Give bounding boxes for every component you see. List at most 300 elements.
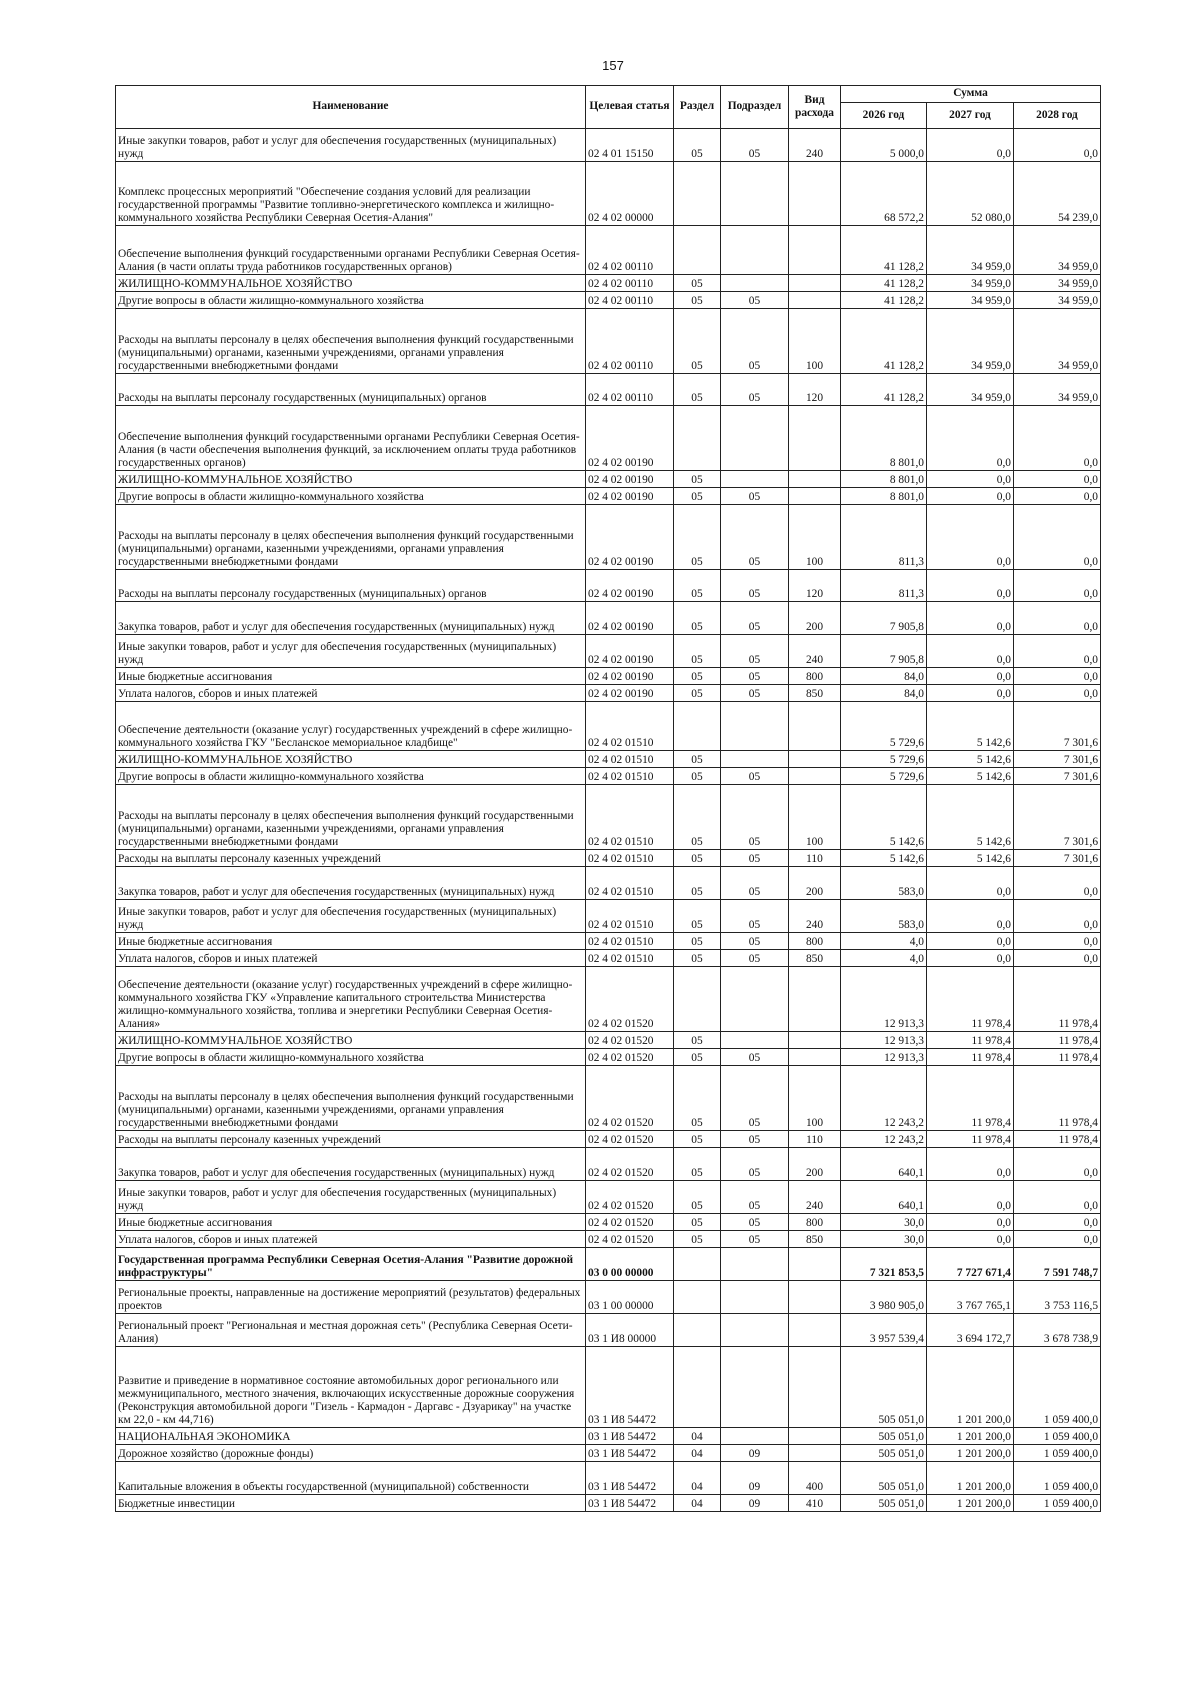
- row-subsection: 05: [721, 668, 789, 685]
- row-sum-2027: 11 978,4: [927, 1032, 1014, 1049]
- table-row: [116, 867, 1101, 900]
- row-expense-type: 120: [789, 570, 841, 602]
- row-subsection: 05: [721, 1148, 789, 1181]
- row-sum-2028: 1 059 400,0: [1014, 1462, 1101, 1495]
- row-sum-2027: 3 767 765,1: [927, 1281, 1014, 1314]
- row-sum-2027: 34 959,0: [927, 226, 1014, 275]
- row-name: Другие вопросы в области жилищно-коммунального хозяйства: [116, 488, 586, 505]
- row-target-article: 02 4 02 01510: [586, 768, 674, 785]
- row-expense-type: 100: [789, 785, 841, 850]
- row-section: [674, 1347, 721, 1428]
- row-sum-2027: 0,0: [927, 950, 1014, 967]
- row-sum-2028: 34 959,0: [1014, 309, 1101, 374]
- row-section: 05: [674, 1214, 721, 1231]
- row-sum-2027: 7 727 671,4: [927, 1248, 1014, 1281]
- row-target-article: 02 4 02 00190: [586, 685, 674, 702]
- table-row: [116, 967, 1101, 1032]
- table-row: [116, 129, 1101, 162]
- row-target-article: 02 4 02 00110: [586, 374, 674, 406]
- row-sum-2028: 11 978,4: [1014, 1131, 1101, 1148]
- table-row: [116, 1314, 1101, 1347]
- row-sum-2026: 583,0: [841, 900, 927, 933]
- row-sum-2027: 5 142,6: [927, 768, 1014, 785]
- row-section: 05: [674, 1049, 721, 1066]
- row-section: 05: [674, 505, 721, 570]
- row-sum-2028: 34 959,0: [1014, 374, 1101, 406]
- table-row: [116, 768, 1101, 785]
- row-sum-2028: 0,0: [1014, 1148, 1101, 1181]
- row-expense-type: 200: [789, 867, 841, 900]
- row-name: Уплата налогов, сборов и иных платежей: [116, 685, 586, 702]
- row-sum-2027: 5 142,6: [927, 850, 1014, 867]
- header-expense-type: Вид расхода: [789, 86, 841, 129]
- row-sum-2026: 5 729,6: [841, 702, 927, 751]
- row-name: Иные бюджетные ассигнования: [116, 933, 586, 950]
- row-sum-2026: 41 128,2: [841, 374, 927, 406]
- row-subsection: [721, 1314, 789, 1347]
- row-subsection: [721, 162, 789, 226]
- row-target-article: 02 4 02 00190: [586, 602, 674, 635]
- row-expense-type: 410: [789, 1495, 841, 1512]
- row-section: 05: [674, 1231, 721, 1248]
- row-sum-2026: 505 051,0: [841, 1347, 927, 1428]
- row-subsection: 05: [721, 1066, 789, 1131]
- row-section: 04: [674, 1495, 721, 1512]
- row-name: Иные закупки товаров, работ и услуг для обеспечения государственных (муниципальных) нужд: [116, 1181, 586, 1214]
- row-section: 05: [674, 602, 721, 635]
- row-section: 05: [674, 1148, 721, 1181]
- row-section: 05: [674, 635, 721, 668]
- row-sum-2028: 11 978,4: [1014, 1049, 1101, 1066]
- row-sum-2028: 1 059 400,0: [1014, 1495, 1101, 1512]
- row-sum-2028: 0,0: [1014, 602, 1101, 635]
- row-expense-type: [789, 1248, 841, 1281]
- table-row: [116, 309, 1101, 374]
- page-number: 157: [602, 58, 624, 73]
- row-sum-2026: 12 913,3: [841, 967, 927, 1032]
- table-row: [116, 488, 1101, 505]
- row-sum-2028: 0,0: [1014, 505, 1101, 570]
- row-name: ЖИЛИЩНО-КОММУНАЛЬНОЕ ХОЗЯЙСТВО: [116, 471, 586, 488]
- row-sum-2026: 84,0: [841, 668, 927, 685]
- row-sum-2027: 1 201 200,0: [927, 1347, 1014, 1428]
- row-section: [674, 1281, 721, 1314]
- header-subsection: Подраздел: [721, 86, 789, 129]
- table-row: [116, 702, 1101, 751]
- table-row: [116, 1347, 1101, 1428]
- row-section: 05: [674, 292, 721, 309]
- row-sum-2028: 0,0: [1014, 685, 1101, 702]
- row-subsection: 05: [721, 933, 789, 950]
- row-subsection: 05: [721, 1181, 789, 1214]
- row-subsection: 05: [721, 1231, 789, 1248]
- table-row: [116, 570, 1101, 602]
- row-expense-type: [789, 292, 841, 309]
- row-section: 04: [674, 1445, 721, 1462]
- row-name: Дорожное хозяйство (дорожные фонды): [116, 1445, 586, 1462]
- row-sum-2027: 1 201 200,0: [927, 1495, 1014, 1512]
- row-target-article: 02 4 02 01520: [586, 1214, 674, 1231]
- row-target-article: 03 1 И8 54472: [586, 1428, 674, 1445]
- row-name: Другие вопросы в области жилищно-коммунального хозяйства: [116, 292, 586, 309]
- row-subsection: 05: [721, 635, 789, 668]
- row-subsection: 05: [721, 850, 789, 867]
- table-row: [116, 602, 1101, 635]
- row-section: 05: [674, 1066, 721, 1131]
- row-subsection: 05: [721, 129, 789, 162]
- row-expense-type: 240: [789, 900, 841, 933]
- row-subsection: [721, 275, 789, 292]
- row-sum-2026: 5 729,6: [841, 768, 927, 785]
- row-target-article: 02 4 02 00110: [586, 309, 674, 374]
- table-row: [116, 226, 1101, 275]
- row-expense-type: [789, 768, 841, 785]
- table-row: [116, 1032, 1101, 1049]
- row-sum-2028: 11 978,4: [1014, 1066, 1101, 1131]
- row-subsection: [721, 1281, 789, 1314]
- row-sum-2026: 30,0: [841, 1214, 927, 1231]
- header-sum: Сумма: [841, 86, 1101, 103]
- header-section: Раздел: [674, 86, 721, 129]
- row-sum-2026: 84,0: [841, 685, 927, 702]
- row-section: 05: [674, 374, 721, 406]
- row-target-article: 02 4 02 00110: [586, 275, 674, 292]
- row-sum-2027: 11 978,4: [927, 967, 1014, 1032]
- row-target-article: 02 4 02 00190: [586, 635, 674, 668]
- row-subsection: 05: [721, 374, 789, 406]
- row-section: 05: [674, 1181, 721, 1214]
- row-sum-2027: 5 142,6: [927, 785, 1014, 850]
- row-name: ЖИЛИЩНО-КОММУНАЛЬНОЕ ХОЗЯЙСТВО: [116, 1032, 586, 1049]
- row-expense-type: 800: [789, 668, 841, 685]
- row-sum-2027: 11 978,4: [927, 1049, 1014, 1066]
- table-row: [116, 505, 1101, 570]
- row-name: Расходы на выплаты персоналу в целях обеспечения выполнения функций государственными (муниципальными) органами, казенными учреждениями, органами управления государственными внебюджетными фондами: [116, 785, 586, 850]
- row-sum-2026: 3 980 905,0: [841, 1281, 927, 1314]
- row-name: Иные закупки товаров, работ и услуг для обеспечения государственных (муниципальных) нужд: [116, 900, 586, 933]
- row-expense-type: 400: [789, 1462, 841, 1495]
- row-sum-2028: 11 978,4: [1014, 967, 1101, 1032]
- row-expense-type: 800: [789, 1214, 841, 1231]
- row-sum-2028: 0,0: [1014, 867, 1101, 900]
- row-expense-type: 100: [789, 505, 841, 570]
- row-sum-2028: 1 059 400,0: [1014, 1428, 1101, 1445]
- row-name: Иные закупки товаров, работ и услуг для обеспечения государственных (муниципальных) нужд: [116, 129, 586, 162]
- row-sum-2026: 12 913,3: [841, 1049, 927, 1066]
- header-target-article: Целевая статья: [586, 86, 674, 129]
- table-row: [116, 1231, 1101, 1248]
- row-section: 05: [674, 950, 721, 967]
- row-name: Расходы на выплаты персоналу казенных учреждений: [116, 850, 586, 867]
- row-section: [674, 1248, 721, 1281]
- row-section: 05: [674, 668, 721, 685]
- row-sum-2028: 1 059 400,0: [1014, 1347, 1101, 1428]
- row-sum-2028: 0,0: [1014, 488, 1101, 505]
- row-sum-2026: 7 321 853,5: [841, 1248, 927, 1281]
- row-expense-type: 200: [789, 602, 841, 635]
- row-name: Закупка товаров, работ и услуг для обеспечения государственных (муниципальных) нужд: [116, 1148, 586, 1181]
- row-target-article: 03 1 И8 54472: [586, 1347, 674, 1428]
- table-row: [116, 1049, 1101, 1066]
- row-name: Расходы на выплаты персоналу в целях обеспечения выполнения функций государственными (муниципальными) органами, казенными учреждениями, органами управления государственными внебюджетными фондами: [116, 505, 586, 570]
- row-sum-2028: 3 678 738,9: [1014, 1314, 1101, 1347]
- row-sum-2027: 11 978,4: [927, 1131, 1014, 1148]
- row-sum-2026: 811,3: [841, 505, 927, 570]
- table-row: [116, 785, 1101, 850]
- row-target-article: 02 4 02 01510: [586, 751, 674, 768]
- row-name: Иные бюджетные ассигнования: [116, 668, 586, 685]
- row-name: Обеспечение выполнения функций государственными органами Республики Северная Осетия-Алания (в части оплаты труда работников государственных органов): [116, 226, 586, 275]
- row-name: ЖИЛИЩНО-КОММУНАЛЬНОЕ ХОЗЯЙСТВО: [116, 275, 586, 292]
- row-sum-2028: 7 301,6: [1014, 850, 1101, 867]
- row-section: [674, 967, 721, 1032]
- table-row: [116, 275, 1101, 292]
- row-sum-2027: 0,0: [927, 1181, 1014, 1214]
- row-expense-type: [789, 1281, 841, 1314]
- row-subsection: [721, 702, 789, 751]
- row-target-article: 03 1 И8 54472: [586, 1495, 674, 1512]
- row-target-article: 02 4 02 00190: [586, 668, 674, 685]
- row-name: ЖИЛИЩНО-КОММУНАЛЬНОЕ ХОЗЯЙСТВО: [116, 751, 586, 768]
- row-sum-2028: 0,0: [1014, 1181, 1101, 1214]
- row-subsection: [721, 751, 789, 768]
- row-name: Уплата налогов, сборов и иных платежей: [116, 950, 586, 967]
- row-sum-2028: 0,0: [1014, 933, 1101, 950]
- row-target-article: 02 4 02 01520: [586, 1032, 674, 1049]
- row-subsection: [721, 406, 789, 471]
- row-target-article: 03 1 00 00000: [586, 1281, 674, 1314]
- table-row: [116, 1462, 1101, 1495]
- row-sum-2028: 7 301,6: [1014, 751, 1101, 768]
- row-name: Расходы на выплаты персоналу в целях обеспечения выполнения функций государственными (муниципальными) органами, казенными учреждениями, органами управления государственными внебюджетными фондами: [116, 1066, 586, 1131]
- header-year-2028: 2028 год: [1014, 103, 1101, 129]
- row-sum-2027: 5 142,6: [927, 702, 1014, 751]
- row-expense-type: 110: [789, 1131, 841, 1148]
- table-row: [116, 406, 1101, 471]
- row-subsection: 09: [721, 1462, 789, 1495]
- row-target-article: 02 4 02 00190: [586, 488, 674, 505]
- row-sum-2026: 505 051,0: [841, 1428, 927, 1445]
- row-subsection: 05: [721, 570, 789, 602]
- row-name: Расходы на выплаты персоналу казенных учреждений: [116, 1131, 586, 1148]
- row-name: Расходы на выплаты персоналу в целях обеспечения выполнения функций государственными (муниципальными) органами, казенными учреждениями, органами управления государственными внебюджетными фондами: [116, 309, 586, 374]
- row-sum-2026: 505 051,0: [841, 1462, 927, 1495]
- row-target-article: 03 1 И8 54472: [586, 1445, 674, 1462]
- table-row: [116, 1495, 1101, 1512]
- row-sum-2026: 3 957 539,4: [841, 1314, 927, 1347]
- row-expense-type: [789, 226, 841, 275]
- table-row: [116, 292, 1101, 309]
- row-sum-2027: 0,0: [927, 488, 1014, 505]
- row-sum-2027: 0,0: [927, 933, 1014, 950]
- row-section: [674, 702, 721, 751]
- table-row: [116, 850, 1101, 867]
- row-section: 05: [674, 471, 721, 488]
- row-name: Иные закупки товаров, работ и услуг для обеспечения государственных (муниципальных) нужд: [116, 635, 586, 668]
- row-sum-2028: 0,0: [1014, 668, 1101, 685]
- table-row: [116, 1248, 1101, 1281]
- row-section: 05: [674, 751, 721, 768]
- row-target-article: 02 4 02 00110: [586, 226, 674, 275]
- row-section: 05: [674, 933, 721, 950]
- row-subsection: 05: [721, 505, 789, 570]
- row-subsection: 05: [721, 1131, 789, 1148]
- row-sum-2027: 0,0: [927, 635, 1014, 668]
- row-name: Расходы на выплаты персоналу государственных (муниципальных) органов: [116, 570, 586, 602]
- row-sum-2027: 0,0: [927, 129, 1014, 162]
- row-section: 05: [674, 488, 721, 505]
- row-sum-2027: 5 142,6: [927, 751, 1014, 768]
- row-sum-2028: 0,0: [1014, 129, 1101, 162]
- row-sum-2026: 5 142,6: [841, 785, 927, 850]
- row-name: Иные бюджетные ассигнования: [116, 1214, 586, 1231]
- row-sum-2027: 0,0: [927, 1214, 1014, 1231]
- row-subsection: [721, 471, 789, 488]
- row-sum-2028: 0,0: [1014, 406, 1101, 471]
- row-expense-type: 800: [789, 933, 841, 950]
- table-row: [116, 751, 1101, 768]
- row-expense-type: 240: [789, 635, 841, 668]
- row-sum-2027: 0,0: [927, 471, 1014, 488]
- row-name: Обеспечение деятельности (оказание услуг) государственных учреждений в сфере жилищно-коммунального хозяйства ГКУ "Бесланское мемориальное кладбище": [116, 702, 586, 751]
- table-row: [116, 1445, 1101, 1462]
- row-section: 04: [674, 1462, 721, 1495]
- row-subsection: 05: [721, 488, 789, 505]
- row-section: 05: [674, 768, 721, 785]
- row-sum-2026: 640,1: [841, 1148, 927, 1181]
- row-name: Развитие и приведение в нормативное состояние автомобильных дорог регионального или межмуниципального, местного значения, включающих искусственные дорожные сооружения (Реконструкция автомобильной дороги "Гизель - Кармадон - Даргавс - Дзуарикау" на участке км 22,0 - км 44,716): [116, 1347, 586, 1428]
- row-target-article: 03 0 00 00000: [586, 1248, 674, 1281]
- row-subsection: [721, 226, 789, 275]
- table-row: [116, 1066, 1101, 1131]
- row-section: 04: [674, 1428, 721, 1445]
- row-subsection: 05: [721, 1214, 789, 1231]
- row-expense-type: 110: [789, 850, 841, 867]
- row-target-article: 02 4 02 01510: [586, 785, 674, 850]
- row-sum-2027: 1 201 200,0: [927, 1445, 1014, 1462]
- row-expense-type: [789, 162, 841, 226]
- row-sum-2027: 34 959,0: [927, 374, 1014, 406]
- table-row: [116, 685, 1101, 702]
- row-sum-2028: 7 301,6: [1014, 785, 1101, 850]
- row-sum-2027: 34 959,0: [927, 309, 1014, 374]
- row-name: Региональные проекты, направленные на достижение мероприятий (результатов) федеральных проектов: [116, 1281, 586, 1314]
- row-target-article: 02 4 02 01520: [586, 1148, 674, 1181]
- row-section: [674, 226, 721, 275]
- row-sum-2028: 0,0: [1014, 570, 1101, 602]
- row-target-article: 02 4 02 01520: [586, 1181, 674, 1214]
- row-expense-type: 850: [789, 1231, 841, 1248]
- row-sum-2027: 34 959,0: [927, 292, 1014, 309]
- row-sum-2026: 505 051,0: [841, 1445, 927, 1462]
- row-section: 05: [674, 850, 721, 867]
- row-section: 05: [674, 685, 721, 702]
- row-sum-2026: 7 905,8: [841, 602, 927, 635]
- table-row: [116, 1428, 1101, 1445]
- row-target-article: 03 1 И8 54472: [586, 1462, 674, 1495]
- row-sum-2027: 0,0: [927, 668, 1014, 685]
- row-subsection: 05: [721, 785, 789, 850]
- row-name: Уплата налогов, сборов и иных платежей: [116, 1231, 586, 1248]
- row-sum-2027: 0,0: [927, 602, 1014, 635]
- row-subsection: 05: [721, 867, 789, 900]
- row-sum-2027: 0,0: [927, 867, 1014, 900]
- table-row: [116, 1214, 1101, 1231]
- row-sum-2027: 0,0: [927, 1231, 1014, 1248]
- row-sum-2027: 34 959,0: [927, 275, 1014, 292]
- row-name: Расходы на выплаты персоналу государственных (муниципальных) органов: [116, 374, 586, 406]
- row-sum-2028: 0,0: [1014, 635, 1101, 668]
- row-sum-2027: 1 201 200,0: [927, 1462, 1014, 1495]
- row-expense-type: [789, 702, 841, 751]
- row-subsection: 05: [721, 1049, 789, 1066]
- row-target-article: 02 4 02 00000: [586, 162, 674, 226]
- row-sum-2026: 30,0: [841, 1231, 927, 1248]
- row-subsection: 05: [721, 950, 789, 967]
- row-sum-2027: 0,0: [927, 505, 1014, 570]
- row-sum-2026: 41 128,2: [841, 226, 927, 275]
- row-expense-type: [789, 1445, 841, 1462]
- table-header: [116, 86, 1101, 129]
- row-expense-type: [789, 1314, 841, 1347]
- row-sum-2028: 0,0: [1014, 1214, 1101, 1231]
- row-target-article: 02 4 02 01520: [586, 1131, 674, 1148]
- row-sum-2028: 0,0: [1014, 471, 1101, 488]
- row-sum-2027: 0,0: [927, 570, 1014, 602]
- row-sum-2028: 7 301,6: [1014, 768, 1101, 785]
- row-name: Государственная программа Республики Северная Осетия-Алания "Развитие дорожной инфраструктуры": [116, 1248, 586, 1281]
- row-subsection: [721, 1032, 789, 1049]
- row-subsection: 05: [721, 292, 789, 309]
- row-sum-2028: 3 753 116,5: [1014, 1281, 1101, 1314]
- row-sum-2026: 68 572,2: [841, 162, 927, 226]
- row-subsection: 09: [721, 1445, 789, 1462]
- row-expense-type: [789, 471, 841, 488]
- row-expense-type: 850: [789, 685, 841, 702]
- table-row: [116, 1281, 1101, 1314]
- row-section: 05: [674, 867, 721, 900]
- row-sum-2027: 0,0: [927, 406, 1014, 471]
- row-expense-type: 120: [789, 374, 841, 406]
- row-sum-2027: 11 978,4: [927, 1066, 1014, 1131]
- row-section: 05: [674, 570, 721, 602]
- header-year-2026: 2026 год: [841, 103, 927, 129]
- row-sum-2026: 8 801,0: [841, 406, 927, 471]
- row-sum-2028: 7 301,6: [1014, 702, 1101, 751]
- table-row: [116, 1181, 1101, 1214]
- row-name: Региональный проект "Региональная и местная дорожная сеть" (Республика Северная Осети-Алания): [116, 1314, 586, 1347]
- budget-table: [115, 85, 1101, 1512]
- header-year-2027: 2027 год: [927, 103, 1014, 129]
- row-sum-2028: 34 959,0: [1014, 275, 1101, 292]
- row-expense-type: [789, 751, 841, 768]
- row-target-article: 02 4 02 01510: [586, 702, 674, 751]
- row-sum-2028: 0,0: [1014, 900, 1101, 933]
- row-sum-2027: 3 694 172,7: [927, 1314, 1014, 1347]
- row-target-article: 02 4 02 01510: [586, 867, 674, 900]
- row-section: 05: [674, 309, 721, 374]
- row-sum-2026: 5 142,6: [841, 850, 927, 867]
- row-expense-type: [789, 1032, 841, 1049]
- row-sum-2026: 12 913,3: [841, 1032, 927, 1049]
- row-expense-type: 240: [789, 129, 841, 162]
- row-subsection: 05: [721, 685, 789, 702]
- row-subsection: [721, 1248, 789, 1281]
- row-target-article: 02 4 02 00190: [586, 406, 674, 471]
- row-section: 05: [674, 785, 721, 850]
- row-sum-2026: 505 051,0: [841, 1495, 927, 1512]
- row-expense-type: [789, 1347, 841, 1428]
